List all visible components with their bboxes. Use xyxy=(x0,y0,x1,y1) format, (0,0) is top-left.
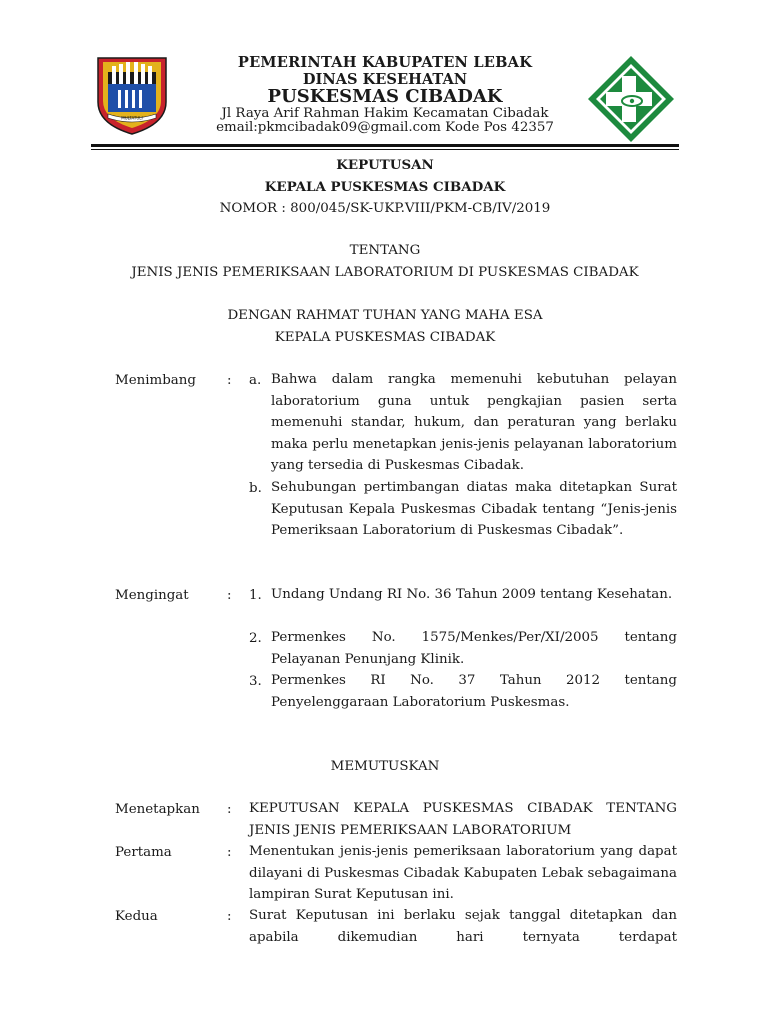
official-line: KEPALA PUSKESMAS CIBADAK xyxy=(274,330,496,345)
decision-row-label: Menetapkan xyxy=(115,802,200,817)
about-label: TENTANG xyxy=(349,243,421,258)
letterhead-address: Jl Raya Arif Rahman Hakim Kecamatan Cibadak xyxy=(221,106,549,121)
menimbang-label: Menimbang xyxy=(115,373,196,388)
decision-row-text: Menentukan jenis-jenis pemeriksaan laboratorium yang dapat dilayani di Puskesmas Cibadak Kabupaten Lebak sebagaimana lampiran Surat Keputusan ini. xyxy=(249,844,677,902)
decision-row-text: Surat Keputusan ini berlaku sejak tanggal ditetapkan dan apabila dikemudian hari ternyata terdapat xyxy=(249,908,677,945)
document-title: KEPUTUSAN xyxy=(336,157,434,173)
mengingat-item-marker: 2. xyxy=(249,631,262,646)
decision-row-colon: : xyxy=(227,909,232,924)
mengingat-item-text: Permenkes RI No. 37 Tahun 2012 tentang Penyelenggaraan Laboratorium Puskesmas. xyxy=(271,673,677,710)
mengingat-label: Mengingat xyxy=(115,588,189,603)
letterhead-institution: PUSKESMAS CIBADAK xyxy=(267,86,503,107)
mengingat-item-marker: 1. xyxy=(249,588,262,603)
mengingat-item-text: Permenkes No. 1575/Menkes/Per/XI/2005 tentang Pelayanan Penunjang Klinik. xyxy=(271,630,677,667)
lebak-emblem-icon xyxy=(94,52,170,136)
letterhead-government: PEMERINTAH KABUPATEN LEBAK xyxy=(237,54,533,71)
mengingat-item-text: Undang Undang RI No. 36 Tahun 2009 tentang Kesehatan. xyxy=(271,587,673,602)
letterhead-agency: DINAS KESEHATAN xyxy=(302,71,468,88)
letterhead-rule-thin xyxy=(91,149,679,150)
mengingat-colon: : xyxy=(227,588,232,603)
decision-row-label: Pertama xyxy=(115,845,172,860)
menimbang-item-marker: a. xyxy=(249,373,262,388)
emblem-ribbon-text: MULTATULI xyxy=(121,115,143,121)
menimbang-colon: : xyxy=(227,373,232,388)
mengingat-item-marker: 3. xyxy=(249,674,262,689)
document-number: NOMOR : 800/045/SK-UKP.VIII/PKM-CB/IV/2019 xyxy=(219,201,551,216)
document-subtitle: KEPALA PUSKESMAS CIBADAK xyxy=(264,179,506,195)
decree-topic: JENIS JENIS PEMERIKSAAN LABORATORIUM DI PUSKESMAS CIBADAK xyxy=(131,265,639,280)
menimbang-item-text: Sehubungan pertimbangan diatas maka ditetapkan Surat Keputusan Kepala Puskesmas Cibadak tentang “Jenis-jenis Pemeriksaan Laboratorium di Puskesmas Cibadak”. xyxy=(271,480,677,538)
decision-row-colon: : xyxy=(227,802,232,817)
letterhead-contact: email:pkmcibadak09@gmail.com Kode Pos 42357 xyxy=(216,120,554,135)
decision-row-colon: : xyxy=(227,845,232,860)
menimbang-item-text: Bahwa dalam rangka memenuhi kebutuhan pelayan laboratorium guna untuk pengkajian pasien serta memenuhi standar, hukum, dan peraturan yang berlaku maka perlu menetapkan jenis-jenis pelayanan laboratorium yang tersedia di Puskesmas Cibadak. xyxy=(271,372,677,473)
decision-row-text: KEPUTUSAN KEPALA PUSKESMAS CIBADAK TENTANG JENIS JENIS PEMERIKSAAN LABORATORIUM xyxy=(249,801,677,838)
decision-heading: MEMUTUSKAN xyxy=(330,759,440,774)
blessing-line: DENGAN RAHMAT TUHAN YANG MAHA ESA xyxy=(227,308,543,323)
letterhead-rule xyxy=(91,144,679,147)
decision-row-label: Kedua xyxy=(115,909,158,924)
menimbang-item-marker: b. xyxy=(249,481,262,496)
